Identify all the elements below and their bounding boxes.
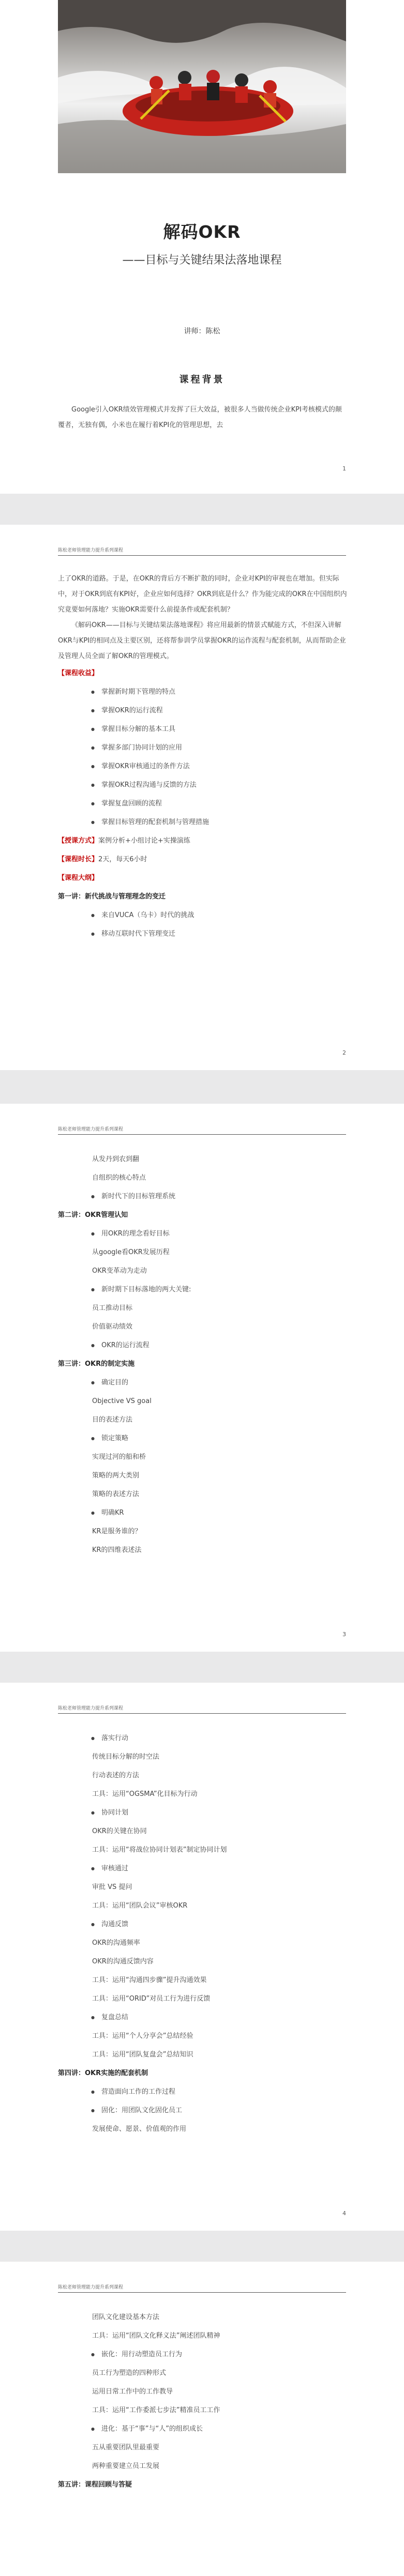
outline-line: 从发丹到农到翻 xyxy=(92,1155,140,1163)
list-item: ● 确定目的 xyxy=(58,1374,348,1392)
lecture-heading: 第五讲：课程回顾与答疑 xyxy=(58,2481,132,2489)
tool-line: 工具：运用“团队会议”审核OKR xyxy=(92,1902,188,1910)
outline-line: 策略的表述方法 xyxy=(92,1490,140,1498)
list-item: ● 嵌化：用行动塑造员工行为 xyxy=(58,2345,348,2364)
outline-line: 团队文化建设基本方法 xyxy=(92,2313,160,2321)
page-number: 3 xyxy=(342,1631,346,1638)
outline-line: 策略的两大类别 xyxy=(92,1472,140,1480)
running-header: 陈松老师管理能力提升系列课程 xyxy=(58,1704,346,1714)
list-item: ● 沟通反馈 xyxy=(58,1915,348,1934)
tool-line: 工具：运用“沟通四步骤”提升沟通效果 xyxy=(92,1976,207,1984)
course-duration: 【课程时长】2天，每天6小时 xyxy=(58,856,147,863)
list-item: ● 掌握新时期下管理的特点 xyxy=(58,683,348,702)
list-item: ● 明确KR xyxy=(58,1504,348,1522)
list-item: ● 复盘总结 xyxy=(58,2008,348,2027)
outline-line: OKR变革动为走动 xyxy=(92,1267,147,1275)
paragraph: 上了OKR的道路。于是，在OKR的背后方不断扩散的同时，企业对KPI的审视也在增加。但实际中，对于OKR到底有KPI好，企业应如何选择？OKR到底是什么？作为能完成的OKR在中国组织内究竟要如何落地？实施OKR需要什么前提条件或配套机制？ xyxy=(58,575,347,614)
tool-line: 工具：运用“OGSMA”化目标为行动 xyxy=(92,1790,198,1798)
list-item: ● 固化：用团队文化固化员工 xyxy=(58,2101,348,2120)
background-paragraph: Google引入OKR绩效管理模式并发挥了巨大效益，被很多人当做传统企业KPI考核模式的颠覆者，无独有偶，小米也在履行着KPI化的管理思想，去 xyxy=(58,406,342,429)
lecture-heading: 第四讲：OKR实施的配套机制 xyxy=(58,2069,148,2077)
background-heading: 课程背景 xyxy=(179,374,225,385)
page-2-content xyxy=(58,571,348,943)
tool-line: 工具：运用“个人分享会”总结经验 xyxy=(92,2032,193,2040)
rafting-photo xyxy=(58,0,346,173)
outline-line: 员工推动目标 xyxy=(92,1304,133,1312)
outline-line: OKR的沟通频率 xyxy=(92,1939,140,1947)
outline-line: 自组织的核心特点 xyxy=(92,1174,146,1182)
outline-line: 实现过河的船和桥 xyxy=(92,1453,146,1461)
outline-line: KR的四维表述法 xyxy=(92,1546,142,1554)
outline-line: 工具：运用“将战位协同计划表”制定协同计划 xyxy=(92,1846,227,1854)
list-item: ● 移动互联时代下管理变迁 xyxy=(58,925,348,943)
list-item: ● 审核通过 xyxy=(58,1859,348,1878)
outline-line: 五从重要团队里最重要 xyxy=(92,2444,160,2451)
tool-line: 工具：运用“团队文化释义法”阐述团队精神 xyxy=(92,2332,220,2340)
outline-line: 员工行为塑造的四种形式 xyxy=(92,2369,167,2377)
section-label-outline: 【课程大纲】 xyxy=(58,874,99,882)
list-item: ● 掌握多部门协同计划的应用 xyxy=(58,739,348,757)
page-5 xyxy=(0,2262,404,2576)
list-item: ● 掌握OKR过程沟通与反馈的方法 xyxy=(58,776,348,795)
running-header: 陈松老师管理能力提升系列课程 xyxy=(58,2283,346,2293)
document-title: 解码OKR xyxy=(163,222,241,242)
page-4-content xyxy=(58,1729,348,2139)
running-header: 陈松老师管理能力提升系列课程 xyxy=(58,1125,346,1135)
outline-line: 从google看OKR发展历程 xyxy=(92,1248,170,1256)
rafting-illustration xyxy=(58,0,346,173)
list-item: ● 掌握目标管理的配套机制与管理措施 xyxy=(58,813,348,832)
list-item: ● 新时代下的目标管理系统 xyxy=(58,1187,348,1206)
page-5-content xyxy=(58,2308,348,2494)
outline-line: 目的表述方法 xyxy=(92,1416,133,1424)
page-number: 1 xyxy=(342,465,346,472)
page-2 xyxy=(0,525,404,1070)
lecture-heading: 第一讲：新代挑战与管理理念的变迁 xyxy=(58,893,166,901)
list-item: ● 落实行动 xyxy=(58,1729,348,1748)
document-subtitle: ——目标与关键结果法落地课程 xyxy=(122,254,282,267)
list-item: ● 新时期下目标落地的两大关键: xyxy=(58,1281,348,1299)
running-header: 陈松老师管理能力提升系列课程 xyxy=(58,546,346,556)
lecture-heading: 第三讲：OKR的制定实施 xyxy=(58,1360,135,1368)
outline-line: 发展使命、愿景、价值观的作用 xyxy=(92,2125,187,2133)
list-item: ● 用OKR的理念看好目标 xyxy=(58,1225,348,1243)
outline-line: OKR的沟通反馈内容 xyxy=(92,1958,154,1965)
tool-line: 工具：运用“团队复盘会”总结知识 xyxy=(92,2051,193,2059)
outline-line: Objective VS goal xyxy=(92,1397,152,1405)
list-item: ● 营造面向工作的工作过程 xyxy=(58,2083,348,2101)
list-item: ● 掌握OKR的运行流程 xyxy=(58,702,348,720)
list-item: ● OKR的运行流程 xyxy=(58,1336,348,1355)
paragraph: 《解码OKR——目标与关键结果法落地课程》将应用最新的情景式赋能方式，不但深入讲解OKR与KPI的相同点及主要区别，还将帮参训学员掌握OKR的运作流程与配套机制，从而帮助企业及管理人员全面了解OKR的管理模式。 xyxy=(58,621,346,660)
list-item: ● 掌握目标分解的基本工具 xyxy=(58,720,348,739)
page-4 xyxy=(0,1683,404,2231)
lecturer-name: 讲师：陈松 xyxy=(184,327,220,336)
outline-line: OKR的关键在协同 xyxy=(92,1827,147,1835)
outline-line: 运用日常工作中的工作教导 xyxy=(92,2388,173,2396)
page-3-content xyxy=(58,1150,348,1560)
lecture-heading: 第二讲：OKR管理认知 xyxy=(58,1211,128,1219)
tool-line: 工具：运用“工作委派七步法”精准员工工作 xyxy=(92,2406,220,2414)
teaching-method: 【授课方式】案例分析+小组讨论+实操演练 xyxy=(58,837,190,845)
section-label-benefits: 【课程收益】 xyxy=(58,669,99,677)
list-item: ● 锁定策略 xyxy=(58,1429,348,1448)
outline-line: 传统目标分解的时空法 xyxy=(92,1753,160,1761)
list-item: ● 进化：基于“事”与“人”的组织成长 xyxy=(58,2420,348,2438)
list-item: ● 掌握OKR审核通过的条件方法 xyxy=(58,757,348,776)
tool-line: 工具：运用“ORID”对员工行为进行反馈 xyxy=(92,1995,211,2003)
list-item: ● 来自VUCA（乌卡）时代的挑战 xyxy=(58,906,348,925)
list-item: ● 协同计划 xyxy=(58,1804,348,1822)
page-number: 4 xyxy=(342,2210,346,2217)
outline-line: 价值驱动绩效 xyxy=(92,1323,133,1331)
outline-line: 行动表述的方法 xyxy=(92,1772,140,1779)
page-number: 2 xyxy=(342,1049,346,1056)
outline-line: KR是服务谁的？ xyxy=(92,1528,142,1535)
page-3 xyxy=(0,1104,404,1652)
outline-line: 两种重要建立员工发展 xyxy=(92,2462,160,2470)
page-1 xyxy=(0,0,404,494)
outline-line: 审批 VS 提问 xyxy=(92,1883,132,1891)
list-item: ● 掌握复盘回顾的流程 xyxy=(58,795,348,813)
